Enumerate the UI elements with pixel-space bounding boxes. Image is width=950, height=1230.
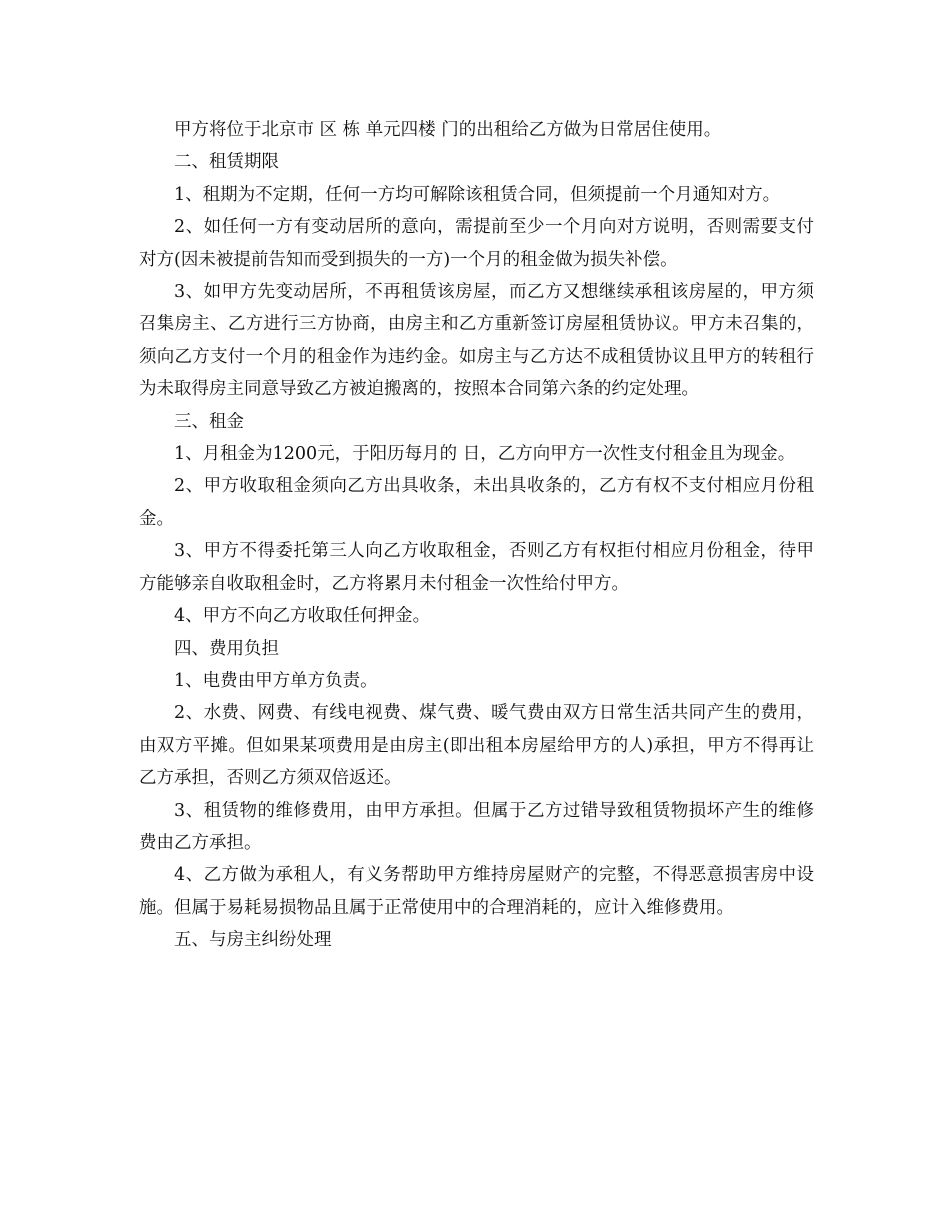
paragraph-rent-4: 4、甲方不向乙方收取任何押金。 (174, 606, 431, 627)
heading-lease-term: 二、租赁期限 (174, 152, 279, 173)
heading-landlord-disputes: 五、与房主纠纷处理 (174, 930, 332, 951)
paragraph-premises: 甲方将位于北京市 区 栋 单元四楼 门的出租给乙方做为日常居住使用。 (174, 120, 722, 140)
heading-expenses: 四、费用负担 (174, 638, 279, 659)
paragraph-expenses-3: 3、租赁物的维修费用，由甲方承担。但属于乙方过错导致租赁物损坏产生的维修费由乙方承担。 (139, 800, 814, 853)
paragraph-rent-2: 2、甲方收取租金须向乙方出具收条，未出具收条的，乙方有权不支付相应月份租金。 (139, 476, 814, 529)
document-body (139, 114, 814, 957)
paragraph-expenses-4: 4、乙方做为承租人，有义务帮助甲方维持房屋财产的完整，不得恶意损害房中设施。但属于易耗易损物品且属于正常使用中的合理消耗的，应计入维修费用。 (139, 865, 814, 918)
paragraph-term-2: 2、如任何一方有变动居所的意向，需提前至少一个月向对方说明，否则需要支付对方(因未被提前告知而受到损失的一方)一个月的租金做为损失补偿。 (139, 217, 814, 270)
paragraph-term-1: 1、租期为不定期，任何一方均可解除该租赁合同，但须提前一个月通知对方。 (174, 184, 781, 205)
paragraph-term-3: 3、如甲方先变动居所，不再租赁该房屋，而乙方又想继续承租该房屋的，甲方须召集房主、乙方进行三方协商，由房主和乙方重新签订房屋租赁协议。甲方未召集的，须向乙方支付一个月的租金作为违约金。如房主与乙方达不成租赁协议且甲方的转租行为未取得房主同意导致乙方被迫搬离的，按照本合同第六条的约定处理。 (139, 282, 814, 400)
paragraph-expenses-1: 1、电费由甲方单方负责。 (174, 670, 378, 691)
paragraph-rent-1: 1、月租金为1200元，于阳历每月的 日，乙方向甲方一次性支付租金且为现金。 (174, 444, 796, 465)
heading-rent: 三、租金 (174, 411, 244, 432)
paragraph-expenses-2: 2、水费、网费、有线电视费、煤气费、暖气费由双方日常生活共同产生的费用，由双方平摊。但如果某项费用是由房主(即出租本房屋给甲方的人)承担，甲方不得再让乙方承担，否则乙方须双倍返还。 (139, 703, 814, 789)
paragraph-rent-3: 3、甲方不得委托第三人向乙方收取租金，否则乙方有权拒付相应月份租金，待甲方能够亲自收取租金时，乙方将累月未付租金一次性给付甲方。 (139, 541, 814, 594)
